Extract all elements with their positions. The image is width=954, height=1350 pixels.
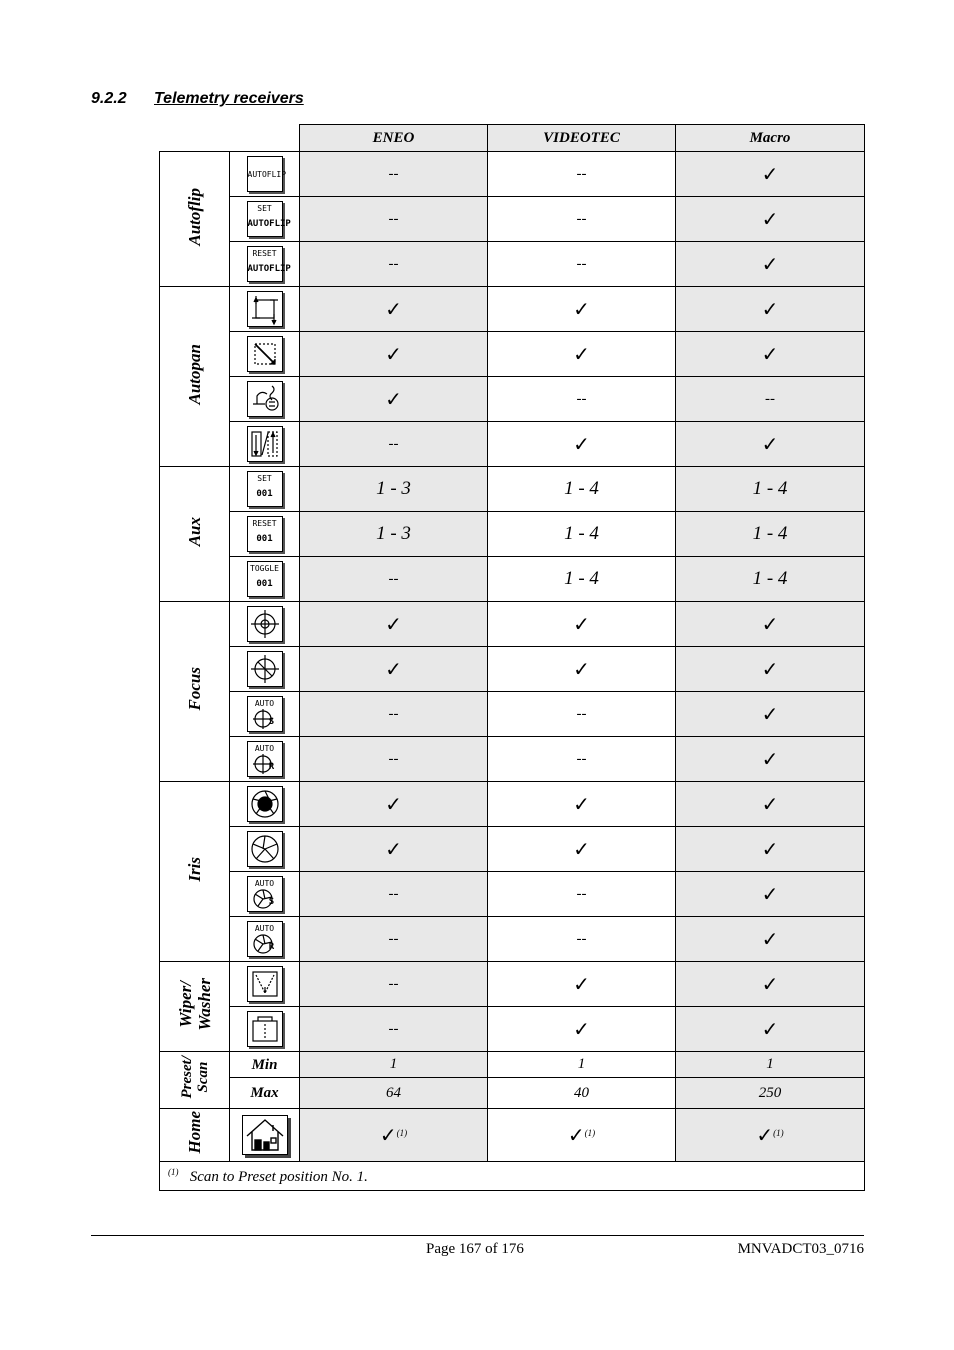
category-wiper	[160, 962, 230, 1052]
value-text: ✓	[761, 927, 779, 951]
value-text: --	[765, 390, 775, 407]
value-videotec	[488, 827, 676, 872]
value-text: 1 - 4	[752, 568, 788, 589]
value-text: ✓	[761, 432, 779, 456]
value-text: ✓	[761, 1017, 779, 1041]
preset-min-eneo	[300, 1052, 488, 1078]
reset-autoflip-icon	[247, 246, 291, 282]
category-label: Iris	[185, 856, 204, 882]
value-text: ✓	[385, 792, 402, 816]
autopan-updown-icon	[247, 426, 283, 462]
value-macro	[676, 242, 865, 287]
value-eneo	[300, 287, 488, 332]
value-text: ✓	[573, 792, 590, 816]
category-label: Autopan	[185, 343, 204, 405]
column-header-macro: Macro	[676, 125, 865, 152]
value-videotec	[488, 422, 676, 467]
home-row	[160, 1109, 865, 1162]
value-text: --	[576, 750, 587, 767]
icon-badge: R	[268, 762, 275, 772]
icon-cell	[230, 197, 300, 242]
document-id: MNVADCT03_0716	[737, 1241, 864, 1257]
wiper-icon	[247, 966, 283, 1002]
preset-row-max	[160, 1078, 865, 1109]
value-text: --	[576, 705, 587, 722]
value-macro	[676, 422, 865, 467]
icon-cell	[230, 872, 300, 917]
category-label: Autoflip	[185, 187, 204, 246]
value-text: ✓	[573, 612, 590, 636]
toggle-aux-icon	[247, 561, 283, 597]
value-eneo	[300, 377, 488, 422]
preset-max-macro	[676, 1078, 865, 1109]
table-row	[160, 917, 865, 962]
footer-rule	[91, 1235, 864, 1236]
value-macro	[676, 152, 865, 197]
focus-near-icon	[247, 606, 283, 642]
value-text: ✓	[761, 657, 779, 681]
value-videotec	[488, 782, 676, 827]
value-text: --	[388, 210, 399, 227]
value-eneo	[300, 152, 488, 197]
value-text: ✓	[761, 342, 779, 366]
iris-open-icon	[247, 831, 283, 867]
value-macro	[676, 1007, 865, 1052]
icon-badge: S	[268, 897, 275, 907]
value-videotec	[488, 467, 676, 512]
footnote-ref: (1)	[584, 1128, 596, 1138]
icon-badge: R	[268, 942, 275, 952]
value-text: ✓	[761, 747, 779, 771]
icon-cell	[230, 422, 300, 467]
value-eneo	[300, 467, 488, 512]
value-macro	[676, 287, 865, 332]
icon-top-label: AUTO	[254, 744, 275, 753]
value-text: ✓	[573, 1017, 590, 1041]
home-eneo	[300, 1109, 488, 1162]
iris-close-icon	[247, 786, 283, 822]
value-text: 1 - 4	[752, 523, 788, 544]
home-macro	[676, 1109, 865, 1162]
value-text: ✓	[761, 162, 779, 186]
page-number: Page 167 of 176	[426, 1241, 524, 1257]
value-text: 1 - 4	[564, 478, 599, 499]
table-row	[160, 782, 865, 827]
section-number: 9.2.2	[91, 90, 127, 107]
icon-bottom-label: 001	[256, 489, 273, 499]
category-focus	[160, 602, 230, 782]
category-autopan	[160, 287, 230, 467]
value-text: 1 - 4	[564, 568, 599, 589]
autopan-rotation-icon	[247, 381, 283, 417]
footnote-mark: (1)	[168, 1166, 179, 1177]
footnote-text: Scan to Preset position No. 1.	[189, 1168, 368, 1185]
value-eneo	[300, 557, 488, 602]
value-text: --	[576, 210, 587, 227]
value-text: ✓	[385, 387, 402, 411]
column-header-videotec: VIDEOTEC	[488, 125, 676, 152]
value-text: ✓	[761, 882, 779, 906]
label-text: Min	[251, 1056, 278, 1073]
value-macro	[676, 827, 865, 872]
icon-top-label: AUTO	[254, 879, 275, 888]
table-row	[160, 287, 865, 332]
icon-bottom-label: 001	[256, 579, 273, 589]
table-row	[160, 827, 865, 872]
icon-top-label: TOGGLE	[250, 564, 279, 573]
autopan-diagonal-icon	[247, 336, 283, 372]
value-macro	[676, 557, 865, 602]
value-text: --	[388, 165, 399, 182]
footnote-ref: (1)	[396, 1128, 408, 1138]
preset-min-macro	[676, 1052, 865, 1078]
icon-cell	[230, 647, 300, 692]
section-title: Telemetry receivers	[154, 90, 304, 107]
value-text: --	[388, 930, 399, 947]
set-autoflip-icon	[247, 201, 291, 237]
category-preset	[160, 1052, 230, 1109]
value-eneo	[300, 242, 488, 287]
value-eneo	[300, 827, 488, 872]
icon-cell	[230, 1007, 300, 1052]
table-row	[160, 737, 865, 782]
value-videotec	[488, 737, 676, 782]
icon-cell	[230, 512, 300, 557]
value-text: --	[576, 885, 587, 902]
icon-cell	[230, 152, 300, 197]
icon-label: AUTOFLIP	[247, 170, 287, 179]
value-eneo	[300, 962, 488, 1007]
icon-cell	[230, 377, 300, 422]
icon-bottom-label: AUTOFLIP	[247, 264, 291, 274]
icon-cell	[230, 782, 300, 827]
value-macro	[676, 962, 865, 1007]
category-autoflip	[160, 152, 230, 287]
value-videotec	[488, 287, 676, 332]
value-text: ✓	[385, 657, 402, 681]
icon-top-label: AUTO	[254, 924, 275, 933]
table-row	[160, 962, 865, 1007]
table-row	[160, 332, 865, 377]
auto-focus-set-icon	[247, 696, 283, 732]
value-text: 1 - 4	[564, 523, 599, 544]
icon-cell	[230, 332, 300, 377]
value-text: ✓	[573, 432, 590, 456]
autopan-rectangle-icon	[247, 291, 283, 327]
category-label: Wiper/ Washer	[175, 977, 214, 1031]
set-aux-icon	[247, 471, 283, 507]
footnote	[160, 1162, 865, 1191]
value-text: ✓	[385, 342, 402, 366]
icon-top-label: RESET	[252, 519, 277, 528]
value-text: --	[388, 570, 399, 587]
value-videotec	[488, 377, 676, 422]
table-row	[160, 602, 865, 647]
value-eneo	[300, 782, 488, 827]
icon-badge: S	[268, 717, 275, 727]
value-text: ✓	[761, 792, 779, 816]
telemetry-table	[159, 124, 865, 1191]
value-text: ✓	[761, 297, 779, 321]
value-text: 1 - 3	[376, 478, 411, 499]
value-eneo	[300, 917, 488, 962]
icon-bottom-label: AUTOFLIP	[247, 219, 291, 229]
value-eneo	[300, 422, 488, 467]
auto-iris-reset-icon	[247, 921, 283, 957]
icon-top-label: AUTO	[254, 699, 275, 708]
check-icon: ✓	[379, 1123, 397, 1147]
focus-far-icon	[247, 651, 283, 687]
icon-cell	[230, 242, 300, 287]
value-text: ✓	[573, 342, 590, 366]
value-macro	[676, 197, 865, 242]
icon-cell	[230, 557, 300, 602]
table-row	[160, 377, 865, 422]
table-row	[160, 872, 865, 917]
value-videotec	[488, 962, 676, 1007]
value-text: ✓	[573, 837, 590, 861]
value-macro	[676, 647, 865, 692]
icon-cell	[230, 602, 300, 647]
value-text: ✓	[761, 612, 779, 636]
label-text: Max	[250, 1085, 279, 1101]
value-macro	[676, 377, 865, 422]
preset-row-min	[160, 1052, 865, 1078]
header-row	[160, 125, 865, 152]
value-text: --	[388, 885, 399, 902]
icon-cell	[230, 827, 300, 872]
value-text: 1 - 4	[752, 478, 788, 499]
value-text: 64	[386, 1084, 401, 1101]
value-text: ✓	[761, 252, 779, 276]
table-row	[160, 242, 865, 287]
value-videotec	[488, 152, 676, 197]
value-text: --	[576, 930, 587, 947]
value-text: 1	[389, 1056, 398, 1072]
icon-cell	[230, 737, 300, 782]
icon-cell	[230, 287, 300, 332]
icon-cell	[230, 467, 300, 512]
value-macro	[676, 917, 865, 962]
icon-top-label: SET	[257, 474, 272, 483]
value-text: --	[388, 255, 399, 272]
value-text: ✓	[761, 837, 779, 861]
value-eneo	[300, 692, 488, 737]
check-icon: ✓	[756, 1123, 774, 1147]
value-videotec	[488, 557, 676, 602]
category-label: Home	[185, 1111, 204, 1154]
category-label: Preset/ Scan	[178, 1056, 211, 1099]
value-text: ✓	[761, 702, 779, 726]
value-videotec	[488, 1007, 676, 1052]
check-icon: ✓	[567, 1123, 585, 1147]
value-text: ✓	[385, 612, 402, 636]
value-videotec	[488, 647, 676, 692]
value-videotec	[488, 917, 676, 962]
value-macro	[676, 782, 865, 827]
category-home	[160, 1109, 230, 1162]
value-text: ✓	[385, 837, 402, 861]
home-house-icon	[242, 1115, 288, 1155]
value-text: ✓	[573, 972, 590, 996]
value-videotec	[488, 242, 676, 287]
value-eneo	[300, 512, 488, 557]
value-videotec	[488, 512, 676, 557]
table-row	[160, 422, 865, 467]
preset-max-videotec	[488, 1078, 676, 1109]
value-macro	[676, 872, 865, 917]
value-macro	[676, 332, 865, 377]
table-row	[160, 1007, 865, 1052]
category-aux	[160, 467, 230, 602]
table-row	[160, 512, 865, 557]
value-videotec	[488, 602, 676, 647]
header-blank	[160, 125, 300, 152]
value-eneo	[300, 647, 488, 692]
value-text: 250	[758, 1084, 782, 1101]
value-macro	[676, 467, 865, 512]
value-eneo	[300, 872, 488, 917]
value-text: ✓	[761, 972, 779, 996]
value-videotec	[488, 197, 676, 242]
value-text: 1	[766, 1056, 774, 1072]
value-text: --	[576, 390, 587, 407]
value-text: 1	[577, 1056, 586, 1072]
icon-cell	[230, 1109, 300, 1162]
footnote-row	[160, 1162, 865, 1191]
autoflip-icon	[247, 156, 287, 192]
table-row	[160, 467, 865, 512]
icon-cell	[230, 962, 300, 1007]
value-text: ✓	[573, 297, 590, 321]
icon-cell	[230, 692, 300, 737]
value-text: --	[388, 1020, 399, 1037]
preset-max-eneo	[300, 1078, 488, 1109]
value-macro	[676, 512, 865, 557]
value-macro	[676, 737, 865, 782]
footnote-ref: (1)	[773, 1128, 784, 1138]
icon-bottom-label: 001	[256, 534, 273, 544]
section-heading	[91, 90, 304, 108]
table-row	[160, 557, 865, 602]
value-text: 1 - 3	[376, 523, 411, 544]
value-text: ✓	[385, 297, 402, 321]
home-videotec	[488, 1109, 676, 1162]
value-macro	[676, 602, 865, 647]
table-row	[160, 647, 865, 692]
preset-max-label	[230, 1078, 300, 1109]
icon-top-label: SET	[257, 204, 272, 213]
value-eneo	[300, 737, 488, 782]
reset-aux-icon	[247, 516, 283, 552]
category-iris	[160, 782, 230, 962]
table-row	[160, 152, 865, 197]
value-text: --	[576, 165, 587, 182]
category-label: Aux	[185, 516, 204, 547]
icon-top-label: RESET	[252, 249, 277, 258]
value-text: 40	[574, 1084, 589, 1101]
auto-focus-reset-icon	[247, 741, 283, 777]
auto-iris-set-icon	[247, 876, 283, 912]
category-label: Focus	[185, 667, 204, 711]
value-eneo	[300, 332, 488, 377]
table-row	[160, 692, 865, 737]
value-text: --	[388, 435, 399, 452]
table-row	[160, 197, 865, 242]
preset-min-videotec	[488, 1052, 676, 1078]
value-videotec	[488, 332, 676, 377]
value-eneo	[300, 1007, 488, 1052]
value-text: --	[388, 975, 399, 992]
icon-cell	[230, 917, 300, 962]
preset-min-label	[230, 1052, 300, 1078]
value-text: --	[388, 705, 399, 722]
value-videotec	[488, 692, 676, 737]
value-text: ✓	[573, 657, 590, 681]
value-videotec	[488, 872, 676, 917]
column-header-eneo: ENEO	[300, 125, 488, 152]
value-text: --	[388, 750, 399, 767]
value-text: --	[576, 255, 587, 272]
value-eneo	[300, 197, 488, 242]
value-eneo	[300, 602, 488, 647]
value-macro	[676, 692, 865, 737]
washer-icon	[247, 1011, 283, 1047]
value-text: ✓	[761, 207, 779, 231]
